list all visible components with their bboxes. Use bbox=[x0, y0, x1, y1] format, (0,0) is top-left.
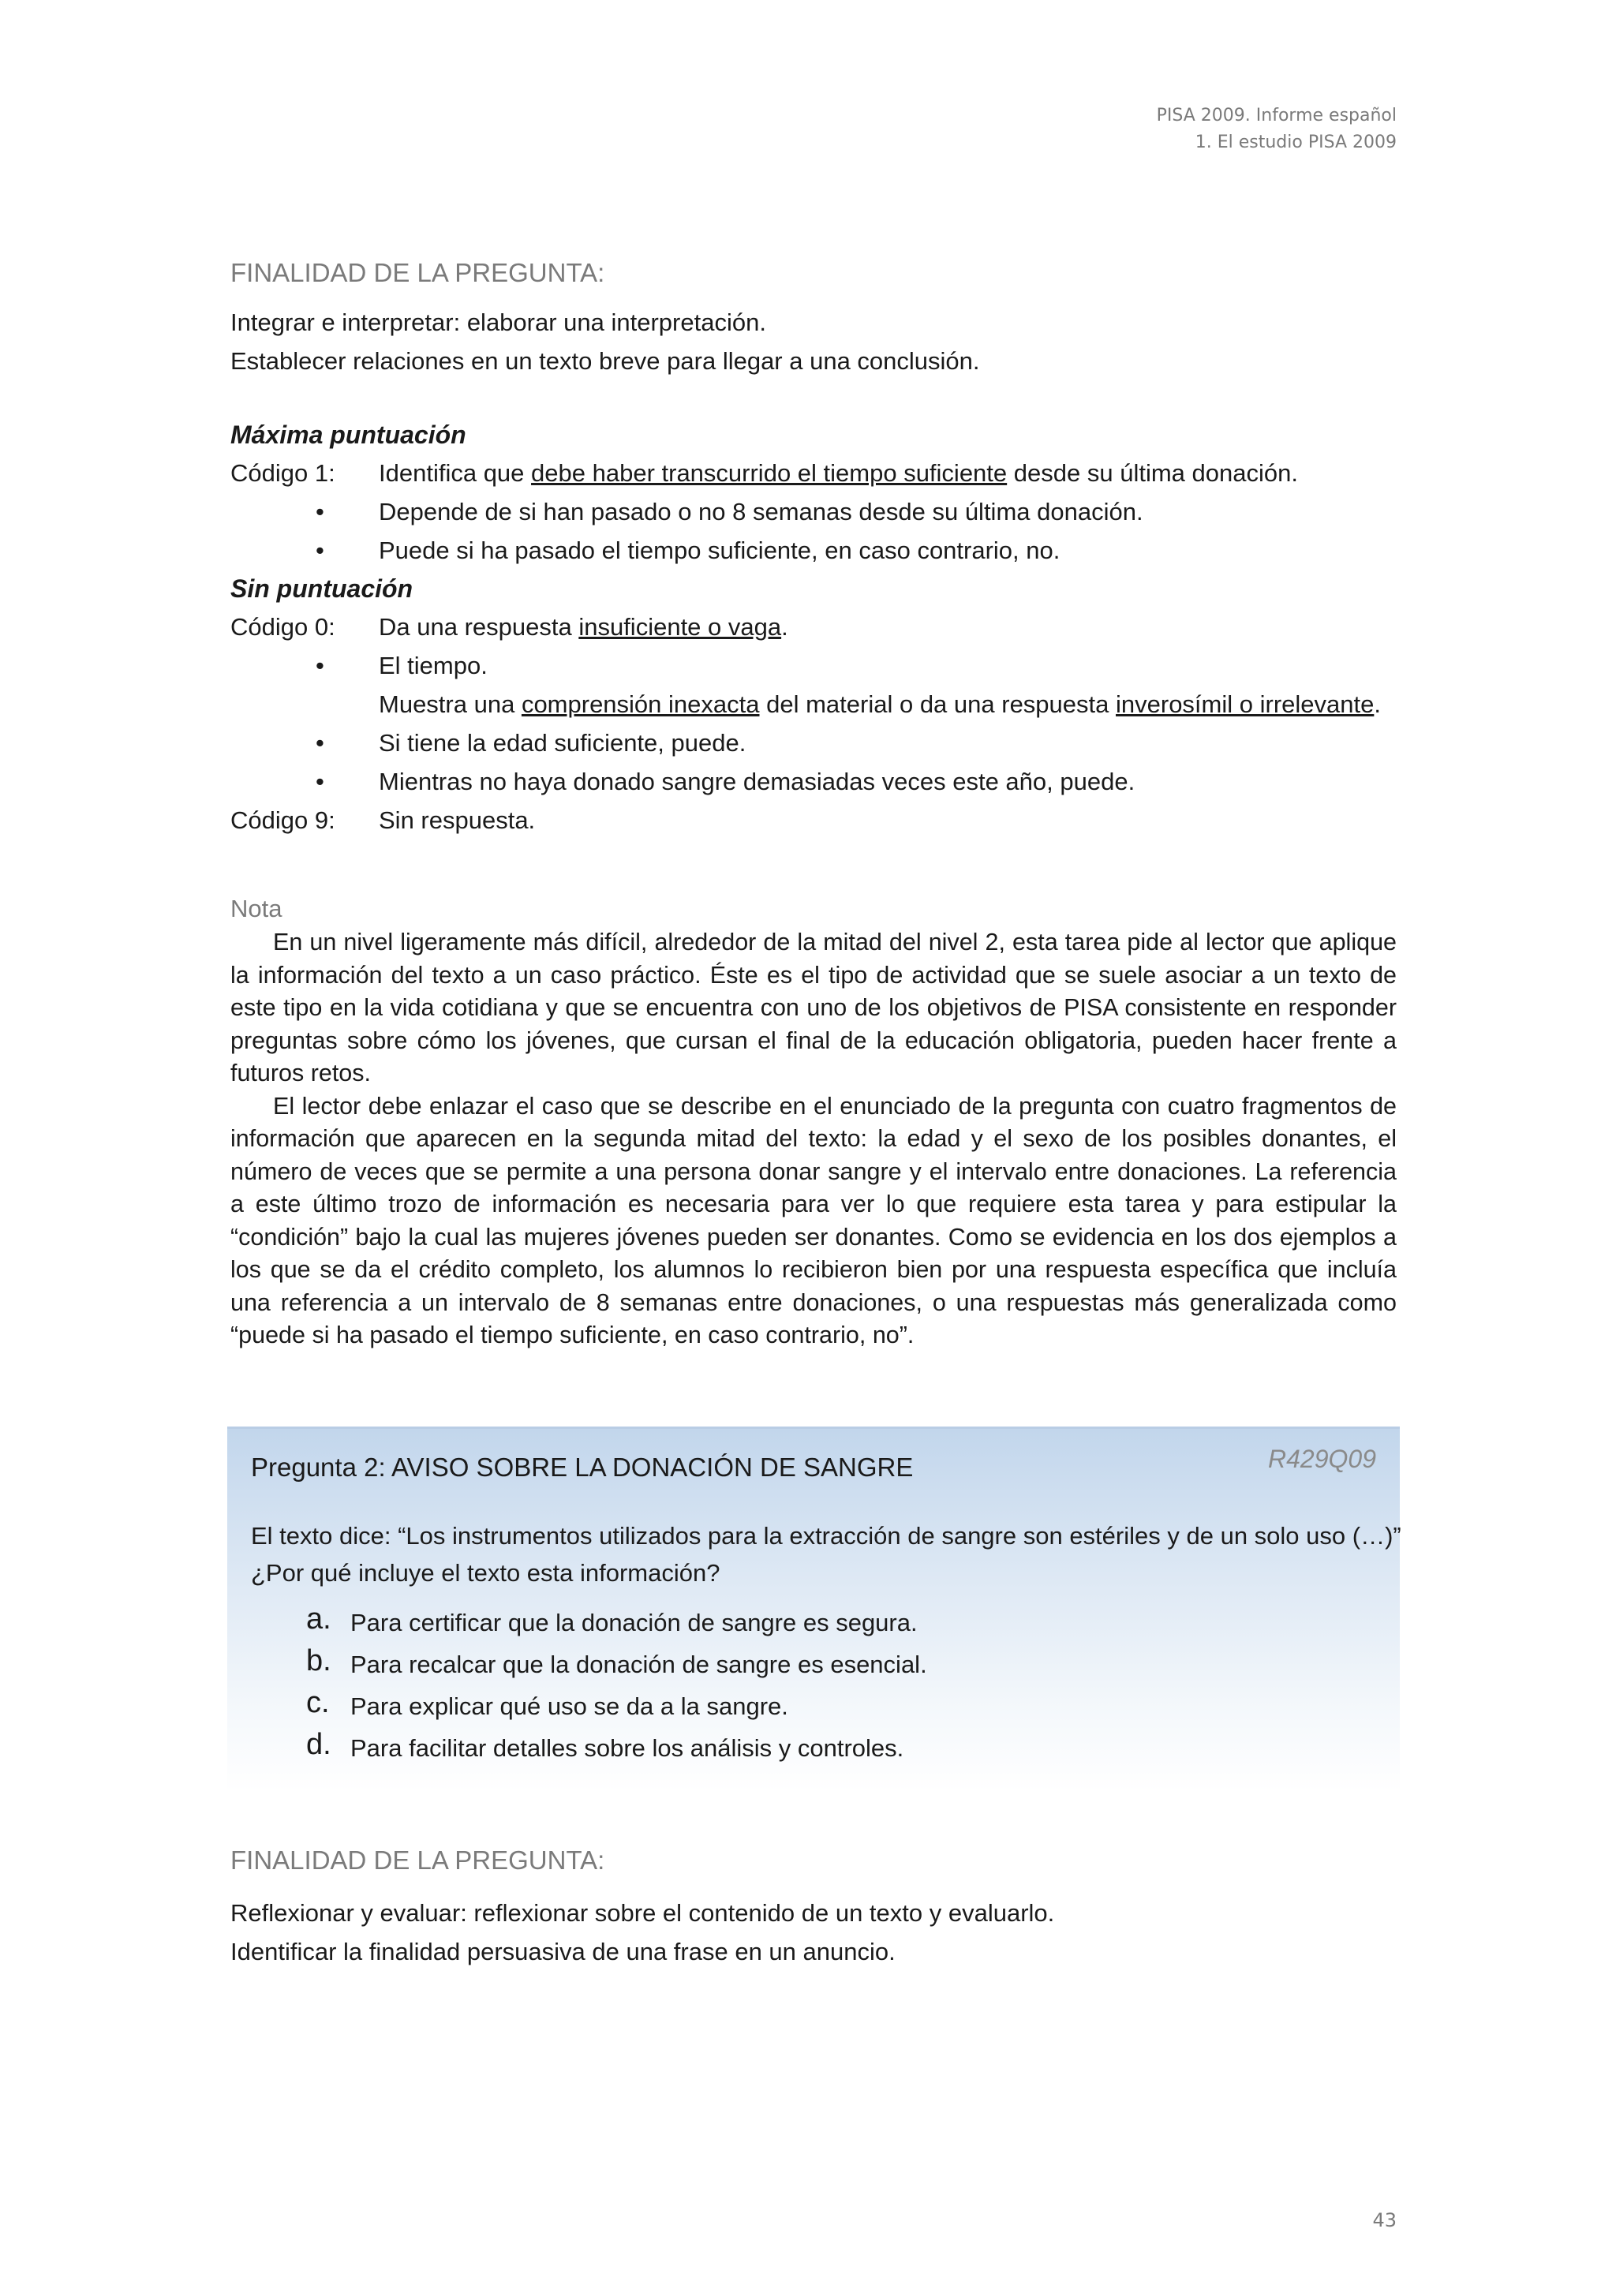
question-title: Pregunta 2: AVISO SOBRE LA DONACIÓN DE SANGRE bbox=[251, 1453, 914, 1482]
scoring-guide bbox=[230, 416, 1397, 839]
max-score-heading: Máxima puntuación bbox=[230, 421, 466, 449]
bullet-item: • Puede si ha pasado el tiempo suficiente, en caso contrario, no. bbox=[230, 531, 1397, 570]
purpose-line: Establecer relaciones en un texto breve para llegar a una conclusión. bbox=[230, 347, 980, 375]
bullet-item: • Mientras no haya donado sangre demasiadas veces este año, puede. bbox=[230, 762, 1397, 801]
question-text: El texto dice: “Los instrumentos utilizados para la extracción de sangre son estériles y de un solo uso (…)” ¿Por qué incluye el texto esta información? bbox=[251, 1522, 1401, 1587]
option-letter: d. bbox=[306, 1728, 331, 1761]
option-letter: a. bbox=[306, 1602, 331, 1636]
purpose-line: Identificar la finalidad persuasiva de una frase en un anuncio. bbox=[230, 1938, 896, 1965]
header-chapter-title: 1. El estudio PISA 2009 bbox=[1195, 133, 1397, 152]
code-1-row bbox=[230, 454, 1397, 492]
option-text: Para certificar que la donación de sangre es segura. bbox=[350, 1609, 918, 1636]
note-paragraph: El lector debe enlazar el caso que se describe en el enunciado de la pregunta con cuatro fragmentos de información que aparecen en la segunda mitad del texto: la edad y el sexo de los posibles donantes, el número de veces que se permite a una persona donar sangre y el intervalo entre donaciones. La referencia a este último trozo de información es necesaria para ver lo que requiere esta tarea y para estipular la “condición” bajo la cual las mujeres jóvenes pueden ser donantes. Como se evidencia en los dos ejemplos a los que se da el crédito completo, los alumnos lo recibieron bien por una respuesta específica que incluía una referencia a un intervalo de 8 semanas entre donaciones, o una respuestas más generalizada como “puede si ha pasado el tiempo suficiente, en caso contrario, no”. bbox=[230, 1092, 1397, 1348]
purpose-line: Integrar e interpretar: elaborar una interpretación. bbox=[230, 309, 766, 336]
bullet-icon: • bbox=[316, 537, 324, 564]
note-section bbox=[230, 892, 1397, 1352]
purpose-title: FINALIDAD DE LA PREGUNTA: bbox=[230, 258, 605, 287]
purpose-title: FINALIDAD DE LA PREGUNTA: bbox=[230, 1845, 605, 1875]
question-2-box bbox=[227, 1427, 1400, 1792]
header-report-title: PISA 2009. Informe español bbox=[1156, 106, 1397, 125]
purpose-section-2 bbox=[230, 1842, 1397, 1971]
bullet-item: • El tiempo. bbox=[230, 646, 1397, 685]
code-label: Código 1: bbox=[230, 459, 335, 487]
option-text: Para recalcar que la donación de sangre es esencial. bbox=[350, 1651, 927, 1678]
option-letter: c. bbox=[306, 1686, 330, 1719]
option-text: Para explicar qué uso se da a la sangre. bbox=[350, 1692, 788, 1720]
purpose-section-1 bbox=[230, 254, 1397, 380]
code-description: Da una respuesta insuficiente o vaga. bbox=[379, 613, 788, 641]
option-letter: b. bbox=[306, 1644, 331, 1677]
running-header bbox=[1157, 103, 1397, 156]
code-description: Identifica que debe haber transcurrido el tiempo suficiente desde su última donación. bbox=[379, 459, 1298, 487]
question-code: R429Q09 bbox=[1268, 1445, 1376, 1473]
bullet-item: • Si tiene la edad suficiente, puede. bbox=[230, 724, 1397, 762]
code-0-subtext: Muestra una comprensión inexacta del material o da una respuesta inverosímil o irrelevante. bbox=[379, 690, 1381, 718]
note-paragraph: En un nivel ligeramente más difícil, alrededor de la mitad del nivel 2, esta tarea pide al lector que aplique la información del texto a un caso práctico. Éste es el tipo de actividad que se suele asociar a un texto de este tipo en la vida cotidiana y que se encuentra con uno de los objetivos de PISA consistente en responder preguntas sobre cómo los jóvenes, que cursan el final de la educación obligatoria, pueden hacer frente a futuros retos. bbox=[230, 929, 1397, 1086]
code-label: Código 9: bbox=[230, 806, 335, 834]
bullet-icon: • bbox=[316, 729, 324, 757]
code-0-row bbox=[230, 608, 1397, 646]
option-text: Para facilitar detalles sobre los análisis y controles. bbox=[350, 1734, 904, 1762]
bullet-item: • Depende de si han pasado o no 8 semanas desde su última donación. bbox=[230, 492, 1397, 531]
code-description: Sin respuesta. bbox=[379, 806, 536, 834]
code-label: Código 0: bbox=[230, 613, 335, 641]
page-number: 43 bbox=[1372, 2209, 1397, 2231]
bullet-icon: • bbox=[316, 768, 324, 795]
purpose-line: Reflexionar y evaluar: reflexionar sobre el contenido de un texto y evaluarlo. bbox=[230, 1899, 1055, 1927]
bullet-icon: • bbox=[316, 652, 324, 679]
bullet-icon: • bbox=[316, 498, 324, 525]
code-9-row bbox=[230, 801, 1397, 839]
no-score-heading: Sin puntuación bbox=[230, 574, 413, 603]
note-title: Nota bbox=[230, 895, 282, 922]
